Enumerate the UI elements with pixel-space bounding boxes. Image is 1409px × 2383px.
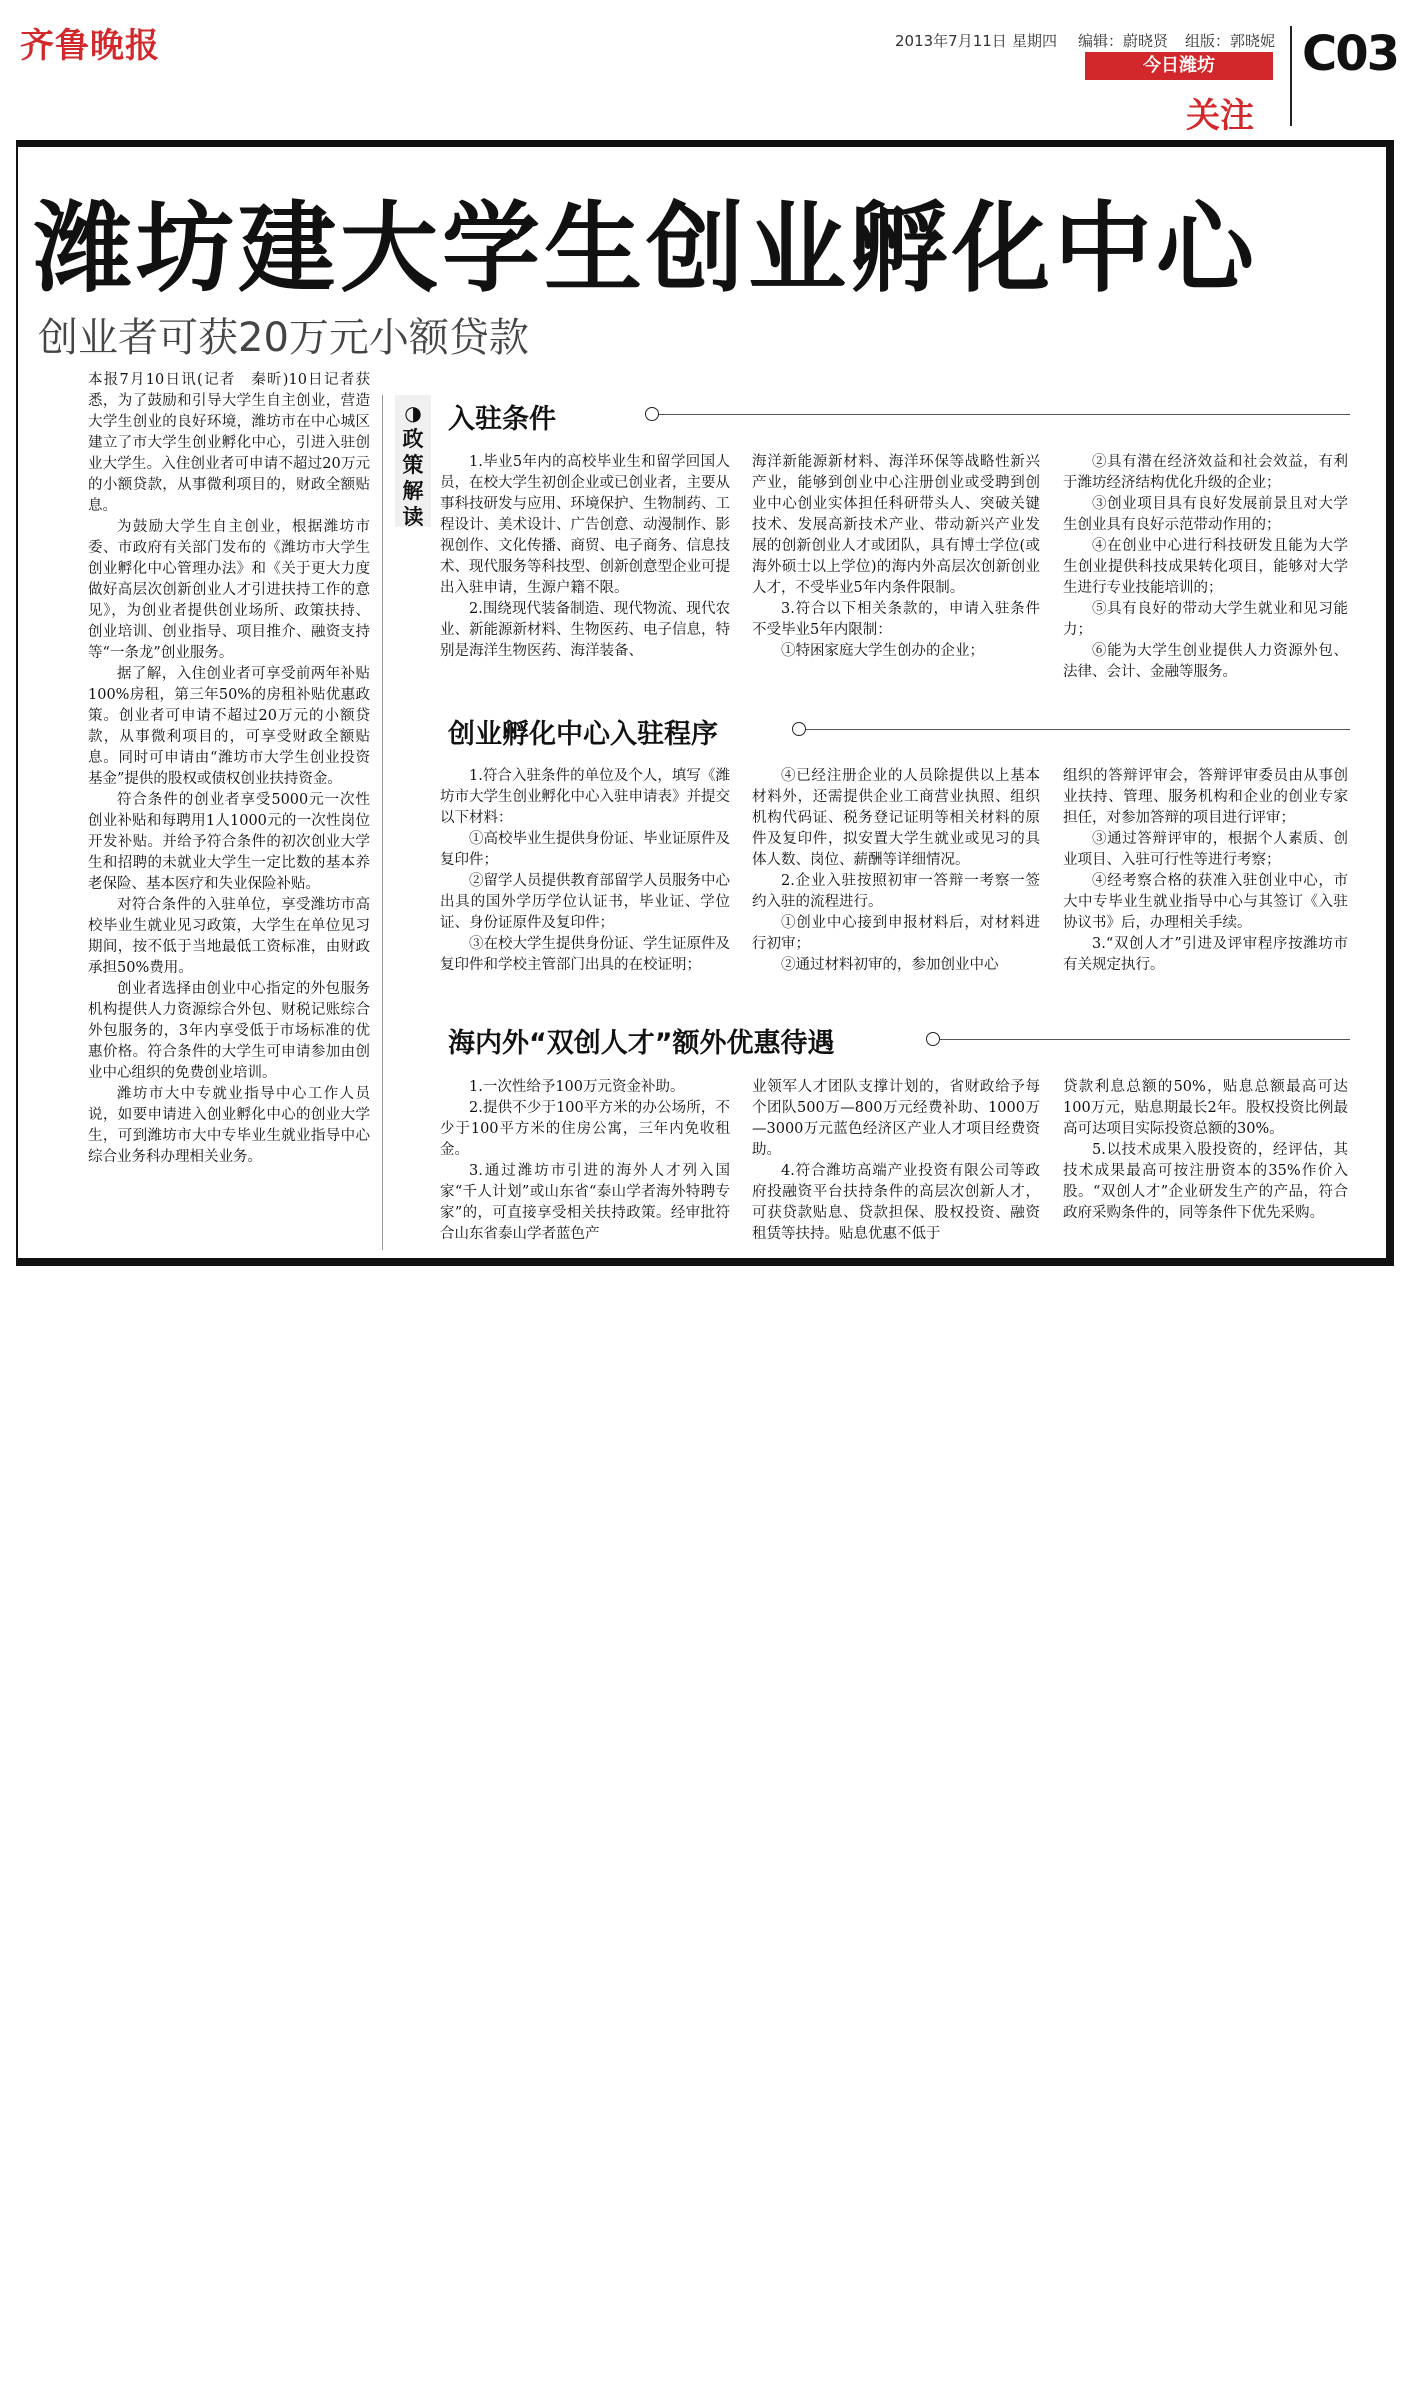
section-rule: [655, 414, 1350, 415]
section-paragraph: 2.提供不少于100平方米的办公场所，不少于100平方米的住房公寓，三年内免收租金。: [440, 1100, 730, 1158]
lede-paragraph: 对符合条件的入驻单位，享受潍坊市高校毕业生就业见习政策，大学生在单位见习期间，按不低于当地最低工资标准，由财政承担50%费用。: [88, 897, 370, 976]
section-paragraph: 2.企业入驻按照初审一答辩一考察一签约入驻的流程进行。: [752, 873, 1040, 910]
section-paragraph: 1.符合入驻条件的单位及个人，填写《潍坊市大学生创业孵化中心入驻申请表》并提交以下材料：: [440, 768, 730, 826]
circle-bullet-icon: [926, 1032, 940, 1046]
section-paragraph: ⑤具有良好的带动大学生就业和见习能力；: [1063, 601, 1348, 638]
section-paragraph: ①高校毕业生提供身份证、毕业证原件及复印件；: [440, 831, 730, 868]
lede-column: [88, 370, 370, 1168]
section-paragraph: 组织的答辩评审会，答辩评审委员由从事创业扶持、管理、服务机构和企业的创业专家担任，对参加答辩的项目进行评审；: [1063, 768, 1348, 826]
frame-bottom-border: [16, 1258, 1394, 1266]
lede-paragraph: 本报7月10日讯(记者 秦昕)10日记者获悉，为了鼓励和引导大学生自主创业，营造大学生创业的良好环境，潍坊市在中心城区建立了市大学生创业孵化中心，引进入驻创业大学生。入住创业者可申请不超过20万元的小额贷款，从事微利项目的，财政全额贴息。: [88, 372, 370, 514]
header-divider: [1290, 26, 1292, 126]
section-title: 创业孵化中心入驻程序: [448, 719, 718, 750]
section-tab: 今日潍坊: [1085, 52, 1273, 80]
section-title: 入驻条件: [448, 404, 556, 435]
section-paragraph: 3.“双创人才”引进及评审程序按潍坊市有关规定执行。: [1063, 936, 1348, 973]
circle-bullet-icon: [645, 407, 659, 421]
section-column: [440, 766, 730, 976]
section-column: [440, 1077, 730, 1245]
section-rule: [802, 729, 1350, 730]
section-column: [752, 766, 1040, 976]
lede-paragraph: 据了解，入住创业者可享受前两年补贴100%房租，第三年50%的房租补贴优惠政策。创业者可申请不超过20万元的小额贷款，从事微利项目的，可享受财政全额贴息。同时可申请由“潍坊市大学生创业投资基金”提供的股权或债权创业扶持资金。: [88, 666, 370, 787]
section-paragraph: 业领军人才团队支撑计划的，省财政给予每个团队500万—800万元经费补助、1000万—3000万元蓝色经济区产业人才项目经费资助。: [752, 1079, 1040, 1158]
section-paragraph: ①特困家庭大学生创办的企业；: [781, 643, 984, 659]
frame-top-border: [16, 140, 1394, 147]
lede-paragraph: 符合条件的创业者享受5000元一次性创业补贴和每聘用1人1000元的一次性岗位开发补贴。并给予符合条件的初次创业大学生和招聘的未就业大学生一定比数的基本养老保险、基本医疗和失业保险补贴。: [88, 792, 370, 892]
section-paragraph: ②具有潜在经济效益和社会效益，有利于潍坊经济结构优化升级的企业；: [1063, 454, 1348, 491]
article-subheadline: 创业者可获20万元小额贷款: [38, 315, 529, 361]
section-paragraph: 贷款利息总额的50%，贴息总额最高可达100万元，贴息期最长2年。股权投资比例最高可达项目实际投资总额的30%。: [1063, 1079, 1348, 1137]
article-headline: 潍坊建大学生创业孵化中心: [34, 192, 1259, 306]
section-paragraph: ⑥能为大学生创业提供人力资源外包、法律、会计、金融等服务。: [1063, 643, 1348, 680]
section-paragraph: ③通过答辩评审的，根据个人素质、创业项目、入驻可行性等进行考察；: [1063, 831, 1348, 868]
section-paragraph: 1.毕业5年内的高校毕业生和留学回国人员，在校大学生初创企业或已创业者，主要从事科技研发与应用、环境保护、生物制药、工程设计、美术设计、广告创意、动漫制作、影视创作、文化传播、商贸、电子商务、信息技术、现代服务等科技型、创新创意型企业可提出入驻申请，生源户籍不限。: [440, 454, 730, 596]
masthead-logo: 齐鲁晚报: [20, 26, 160, 66]
half-circle-icon: ◑: [404, 401, 422, 425]
section-column: [1063, 452, 1348, 683]
section-rule: [936, 1039, 1350, 1040]
section-paragraph: 1.一次性给予100万元资金补助。: [469, 1079, 685, 1095]
section-paragraph: ③在校大学生提供身份证、学生证原件及复印件和学校主管部门出具的在校证明；: [440, 936, 730, 973]
frame-right-border: [1386, 140, 1394, 1266]
section-paragraph: 3.通过潍坊市引进的海外人才列入国家“千人计划”或山东省“泰山学者海外特聘专家”的，可直接享受相关扶持政策。经审批符合山东省泰山学者蓝色产: [440, 1163, 730, 1242]
lede-paragraph: 创业者选择由创业中心指定的外包服务机构提供人力资源综合外包、财税记账综合外包服务的，3年内享受低于市场标准的优惠价格。符合条件的大学生可申请参加由创业中心组织的免费创业培训。: [88, 981, 370, 1081]
section-paragraph: 4.符合潍坊高端产业投资有限公司等政府投融资平台扶持条件的高层次创新人才，可获贷款贴息、贷款担保、股权投资、融资租赁等扶持。贴息优惠不低于: [752, 1163, 1040, 1242]
section-paragraph: 3.符合以下相关条款的，申请入驻条件不受毕业5年内限制：: [752, 601, 1040, 638]
lede-paragraph: 潍坊市大中专就业指导中心工作人员说，如要申请进入创业孵化中心的创业大学生，可到潍坊市大中专毕业生就业指导中心综合业务科办理相关业务。: [88, 1086, 370, 1165]
section-column: [752, 452, 1040, 662]
section-paragraph: ③创业项目具有良好发展前景且对大学生创业具有良好示范带动作用的；: [1063, 496, 1348, 533]
section-paragraph: 海洋新能源新材料、海洋环保等战略性新兴产业，能够到创业中心注册创业或受聘到创业中心创业实体担任科研带头人、突破关键技术、发展高新技术产业、带动新兴产业发展的创新创业人才或团队，具有博士学位(或海外硕士以上学位)的海内外高层次创新创业人才，不受毕业5年内条件限制。: [752, 454, 1040, 596]
page-number: C03: [1302, 26, 1399, 82]
policy-tag: [399, 400, 427, 530]
section-paragraph: 5.以技术成果入股投资的，经评估，其技术成果最高可按注册资本的35%作价入股。“双创人才”企业研发生产的产品，符合政府采购条件的，同等条件下优先采购。: [1063, 1142, 1348, 1221]
editor-credit: 编辑：蔚晓贤: [1078, 32, 1169, 50]
section-column: [440, 452, 730, 662]
section-column: [1063, 766, 1348, 976]
frame-left-border: [16, 140, 18, 1266]
section-paragraph: ①创业中心接到申报材料后，对材料进行初审；: [752, 915, 1040, 952]
section-paragraph: ②留学人员提供教育部留学人员服务中心出具的国外学历学位认证书，毕业证、学位证、身份证原件及复印件；: [440, 873, 730, 931]
policy-tag-label: 政策解读: [402, 427, 424, 529]
section-paragraph: 2.围绕现代装备制造、现代物流、现代农业、新能源新材料、生物医药、电子信息，特别是海洋生物医药、海洋装备、: [440, 601, 730, 659]
designer-credit: 组版：郭晓妮: [1185, 32, 1276, 50]
section-paragraph: ②通过材料初审的，参加创业中心: [781, 957, 999, 973]
circle-bullet-icon: [792, 722, 806, 736]
section-column: [752, 1077, 1040, 1245]
lede-paragraph: 为鼓励大学生自主创业，根据潍坊市委、市政府有关部门发布的《潍坊市大学生创业孵化中心管理办法》和《关于更大力度做好高层次创新创业人才引进扶持工作的意见》，为创业者提供创业场所、政策扶持、创业培训、创业指导、项目推介、融资支持等“一条龙”创业服务。: [88, 519, 370, 661]
section-name: 关注: [1186, 96, 1254, 136]
section-paragraph: ④经考察合格的获准入驻创业中心，市大中专毕业生就业指导中心与其签订《入驻协议书》后，办理相关手续。: [1063, 873, 1348, 931]
column-divider: [382, 395, 383, 1250]
section-paragraph: ④已经注册企业的人员除提供以上基本材料外，还需提供企业工商营业执照、组织机构代码证、税务登记证明等相关材料的原件及复印件，拟安置大学生就业或见习的具体人数、岗位、薪酬等详细情况。: [752, 768, 1040, 868]
section-column: [1063, 1077, 1348, 1224]
issue-weekday: 星期四: [1012, 32, 1058, 50]
issue-date: 2013年7月11日: [895, 32, 1007, 50]
section-paragraph: ④在创业中心进行科技研发且能为大学生创业提供科技成果转化项目，能够对大学生进行专业技能培训的；: [1063, 538, 1348, 596]
section-title: 海内外“双创人才”额外优惠待遇: [448, 1028, 835, 1059]
